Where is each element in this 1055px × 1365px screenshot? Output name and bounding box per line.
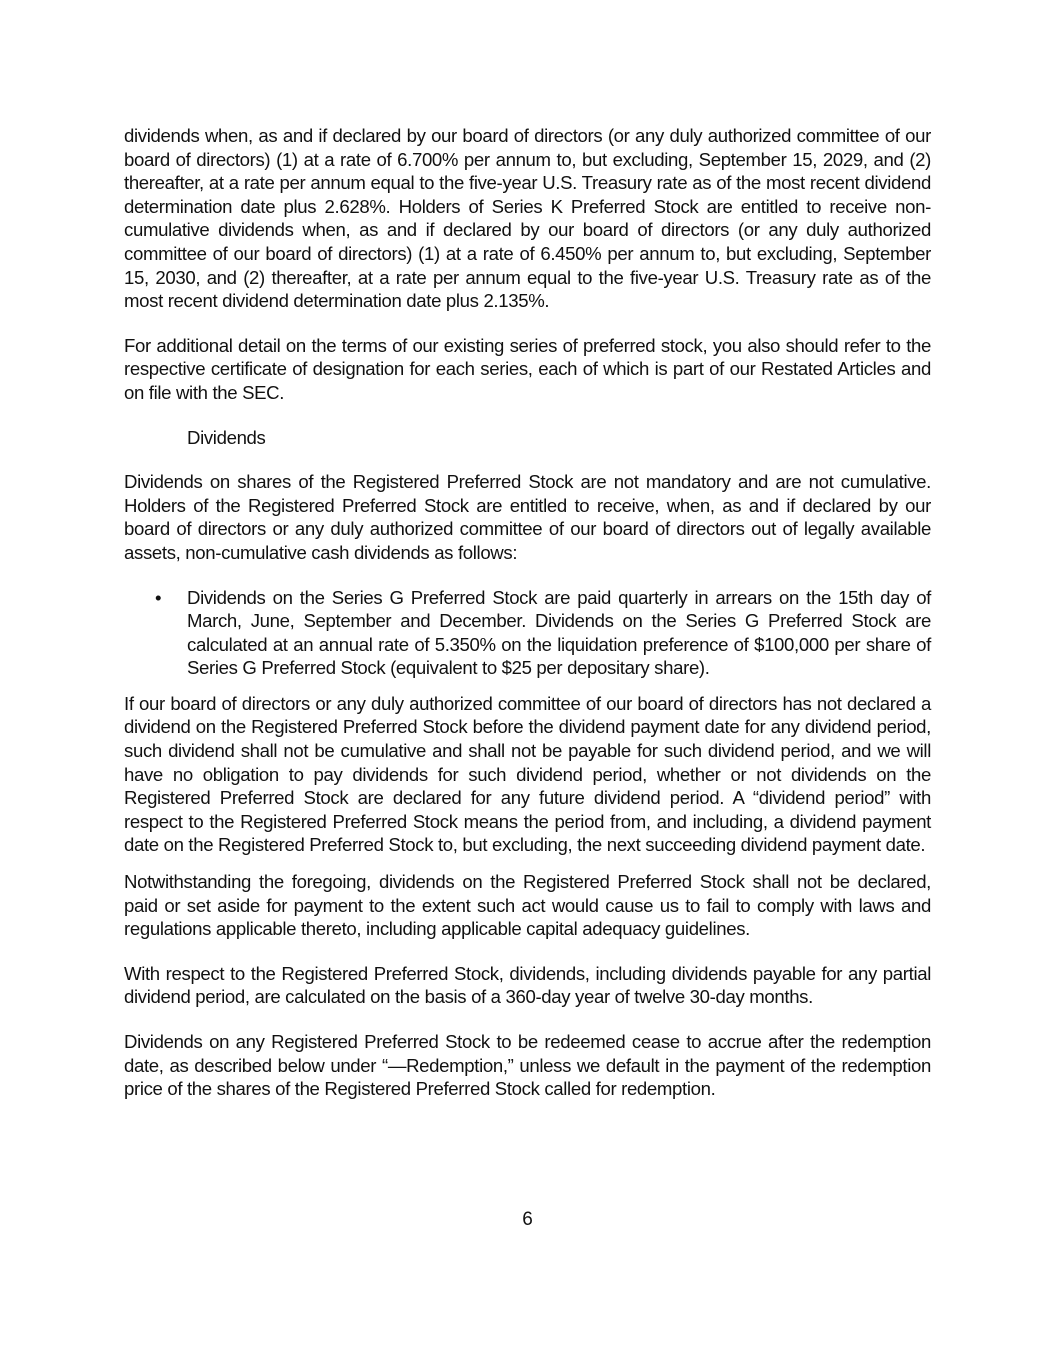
- paragraph-undeclared-dividends: If our board of directors or any duly authorized committee of our board of directors has not declared a dividend on the Registered Preferred Stock before the dividend payment date for any dividend period, such dividend shall not be cumulative and shall not be payable for such dividend period, and we will have no obligation to pay dividends for such dividend period, whether or not dividends on the Registered Preferred Stock are declared for any future dividend period. A “dividend period” with respect to the Registered Preferred Stock means the period from, and including, a dividend payment date on the Registered Preferred Stock to, but excluding, the next succeeding dividend payment date.: [124, 692, 931, 856]
- page-number: 6: [522, 1209, 533, 1230]
- paragraph-additional-detail: For additional detail on the terms of our existing series of preferred stock, you also should refer to the respective certificate of designation for each series, each of which is part of our Restated Articles and on file with the SEC.: [124, 334, 931, 403]
- bullet-text: Dividends on the Series G Preferred Stock are paid quarterly in arrears on the 15th day of March, June, September and December. Dividends on the Series G Preferred Stock are calculated at an annual rate of 5.350% on the liquidation preference of $100,000 per share of Series G Preferred Stock (equivalent to $25 per depositary share).: [187, 586, 931, 679]
- paragraph-series-dividend-rates: dividends when, as and if declared by our board of directors (or any duly authorized committee of our board of directors) (1) at a rate of 6.700% per annum to, but excluding, September 15, 2029, and (2) thereafter, at a rate per annum equal to the five-year U.S. Treasury rate as of the most recent dividend determination date plus 2.628%. Holders of Series K Preferred Stock are entitled to receive non-cumulative dividends when, as and if declared by our board of directors (or any duly authorized committee of our board of directors) (1) at a rate of 6.450% per annum to, but excluding, September 15, 2030, and (2) thereafter, at a rate per annum equal to the five-year U.S. Treasury rate as of the most recent dividend determination date plus 2.135%.: [124, 125, 931, 312]
- paragraph-redemption: Dividends on any Registered Preferred Stock to be redeemed cease to accrue after the redemption date, as described below under “—Redemption,” unless we default in the payment of the redemption price of the shares of the Registered Preferred Stock called for redemption.: [124, 1031, 931, 1100]
- bullet-list: [124, 586, 931, 680]
- paragraph-dividends-overview: Dividends on shares of the Registered Preferred Stock are not mandatory and are not cumulative. Holders of the Registered Preferred Stock are entitled to receive, when, as and if declared by our board of directors or any duly authorized committee of our board of directors out of legally available assets, non-cumulative cash dividends as follows:: [124, 471, 931, 563]
- bullet-item-series-g: [124, 586, 931, 680]
- paragraph-calculation-basis: With respect to the Registered Preferred Stock, dividends, including dividends payable for any partial dividend period, are calculated on the basis of a 360-day year of twelve 30-day months.: [124, 962, 931, 1008]
- paragraph-notwithstanding: Notwithstanding the foregoing, dividends on the Registered Preferred Stock shall not be declared, paid or set aside for payment to the extent such act would cause us to fail to comply with laws and regulations applicable thereto, including applicable capital adequacy guidelines.: [124, 871, 931, 940]
- document-page: [124, 124, 931, 1122]
- section-heading-dividends: Dividends: [187, 426, 266, 448]
- bullet-icon: •: [155, 586, 162, 608]
